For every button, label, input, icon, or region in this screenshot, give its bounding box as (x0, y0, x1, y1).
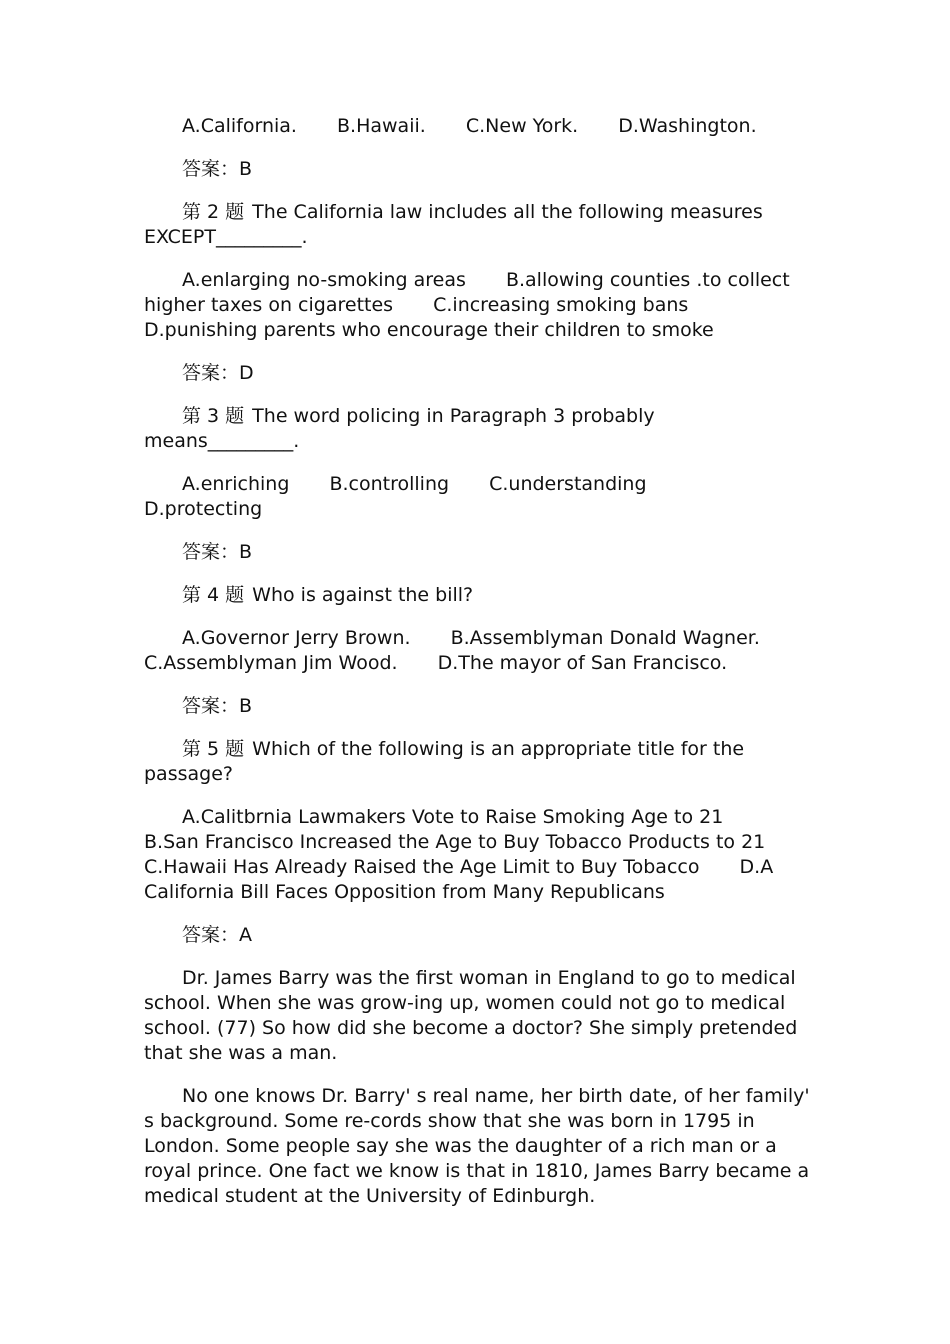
q1-option-b: B.Hawaii. (337, 115, 426, 137)
q4-option-b: B.Assemblyman Donald Wagner. (450, 627, 760, 649)
q5-text: Which of the following is an appropriate title for the passage? (144, 738, 745, 785)
q1-answer: 答案：B (182, 158, 253, 180)
q1-option-a: A.California. (182, 115, 297, 137)
q2-option-b: B.allowing counties .to collect higher taxes on cigarettes (144, 269, 790, 316)
q5-option-b: B.San Francisco Increased the Age to Buy Tobacco Products to 21 (144, 831, 766, 853)
q3-text: The word policing in Paragraph 3 probably means_________. (144, 405, 655, 452)
q5-option-c: C.Hawaii Has Already Raised the Age Limit to Buy Tobacco (144, 856, 700, 878)
q1-option-d: D.Washington. (618, 115, 757, 137)
q2-option-d: D.punishing parents who encourage their children to smoke (144, 319, 714, 341)
q2-question (144, 200, 810, 250)
q4-label: 第 4 题 (182, 584, 245, 606)
q2-text: The California law includes all the following measures EXCEPT_________. (144, 201, 763, 248)
q3-answer: 答案：B (182, 541, 253, 563)
q5-label: 第 5 题 (182, 738, 245, 760)
q2-options (144, 268, 810, 343)
q3-label: 第 3 题 (182, 405, 245, 427)
document-page (144, 114, 810, 1227)
q3-option-b: B.controlling (329, 473, 450, 495)
q3-option-d: D.protecting (144, 498, 263, 520)
passage-paragraph-1: Dr. James Barry was the first woman in England to go to medical school. When she was grow-ing up, women could not go to medical school. (77) So how did she become a doctor? She simply pretended that she was a man. (144, 967, 798, 1064)
q5-option-d: D.A California Bill Faces Opposition from Many Republicans (144, 856, 774, 903)
q4-option-a: A.Governor Jerry Brown. (182, 627, 411, 649)
q5-answer: 答案：A (182, 924, 252, 946)
q5-question (144, 737, 810, 787)
q3-option-c: C.understanding (489, 473, 647, 495)
q4-answer: 答案：B (182, 695, 253, 717)
passage-paragraph-2: No one knows Dr. Barry' s real name, her birth date, of her family' s background. Some re-cords show that she was born in 1795 in London. Some people say she was the daughter of a rich man or a royal prince. One fact we know is that in 1810, James Barry became a medical student at the University of Edinburgh. (144, 1085, 810, 1207)
q2-option-a: A.enlarging no-smoking areas (182, 269, 466, 291)
q2-answer: 答案：D (182, 362, 254, 384)
q5-options (144, 805, 810, 905)
q3-option-a: A.enriching (182, 473, 290, 495)
q2-option-c: C.increasing smoking bans (433, 294, 689, 316)
q4-option-d: D.The mayor of San Francisco. (437, 652, 728, 674)
q1-option-c: C.New York. (465, 115, 579, 137)
q1-options (144, 114, 810, 139)
q4-question (144, 583, 810, 608)
q4-text: Who is against the bill? (252, 584, 474, 606)
q2-label: 第 2 题 (182, 201, 245, 223)
q3-question (144, 404, 810, 454)
q5-option-a: A.Calitbrnia Lawmakers Vote to Raise Smoking Age to 21 (182, 806, 724, 828)
q3-options (144, 472, 810, 522)
q4-options (144, 626, 810, 676)
q4-option-c: C.Assemblyman Jim Wood. (144, 652, 398, 674)
